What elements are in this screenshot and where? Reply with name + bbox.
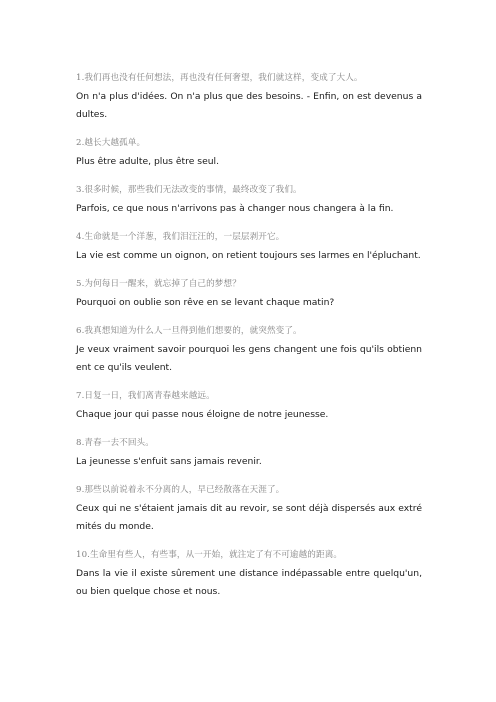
entry-10 xyxy=(76,547,422,601)
french-translation: Je veux vraiment savoir pourquoi les gens changent une fois qu'ils obtiennent ce qu'ils veulent. xyxy=(76,344,422,373)
entry-8 xyxy=(76,435,422,471)
entry-3 xyxy=(76,182,422,218)
entry-1 xyxy=(76,70,422,124)
french-translation: Ceux qui ne s'étaient jamais dit au revoir, se sont déjà dispersés aux extrémités du monde. xyxy=(76,503,422,532)
entry-7 xyxy=(76,388,422,424)
french-translation: Dans la vie il existe sûrement une distance indépassable entre quelqu'un, ou bien quelque chose et nous. xyxy=(76,568,422,597)
entry-9 xyxy=(76,482,422,536)
chinese-sentence: 9.那些以前说着永不分离的人，早已经散落在天涯了。 xyxy=(76,485,285,495)
chinese-sentence: 5.为何每日一醒来，就忘掉了自己的梦想？ xyxy=(76,279,241,289)
french-translation: On n'a plus d'idées. On n'a plus que des besoins. - Enfin, on est devenus adultes. xyxy=(76,91,422,120)
chinese-sentence: 3.很多时候，那些我们无法改变的事情，最终改变了我们。 xyxy=(76,185,302,195)
chinese-sentence: 2.越长大越孤单。 xyxy=(76,138,146,148)
french-translation: Chaque jour qui passe nous éloigne de notre jeunesse. xyxy=(76,409,329,420)
entry-6 xyxy=(76,323,422,377)
chinese-sentence: 4.生命就是一个洋葱，我们泪汪汪的，一层层剥开它。 xyxy=(76,232,285,242)
chinese-sentence: 8.青春一去不回头。 xyxy=(76,438,154,448)
french-translation: Plus être adulte, plus être seul. xyxy=(76,156,220,167)
chinese-sentence: 7.日复一日，我们离青春越来越远。 xyxy=(76,391,215,401)
french-translation: Pourquoi on oublie son rêve en se levant chaque matin? xyxy=(76,297,335,308)
entry-2 xyxy=(76,135,422,171)
chinese-sentence: 1.我们再也没有任何想法，再也没有任何奢望，我们就这样，变成了大人。 xyxy=(76,73,363,83)
chinese-sentence: 10.生命里有些人，有些事，从一开始，就注定了有不可逾越的距离。 xyxy=(76,550,343,560)
entry-5 xyxy=(76,276,422,312)
french-translation: Parfois, ce que nous n'arrivons pas à changer nous changera à la fin. xyxy=(76,203,394,214)
chinese-sentence: 6.我真想知道为什么人一旦得到他们想要的，就突然变了。 xyxy=(76,326,302,336)
document-page xyxy=(76,70,422,612)
french-translation: La vie est comme un oignon, on retient toujours ses larmes en l'épluchant. xyxy=(76,250,421,261)
entry-4 xyxy=(76,229,422,265)
french-translation: La jeunesse s'enfuit sans jamais revenir. xyxy=(76,456,262,467)
